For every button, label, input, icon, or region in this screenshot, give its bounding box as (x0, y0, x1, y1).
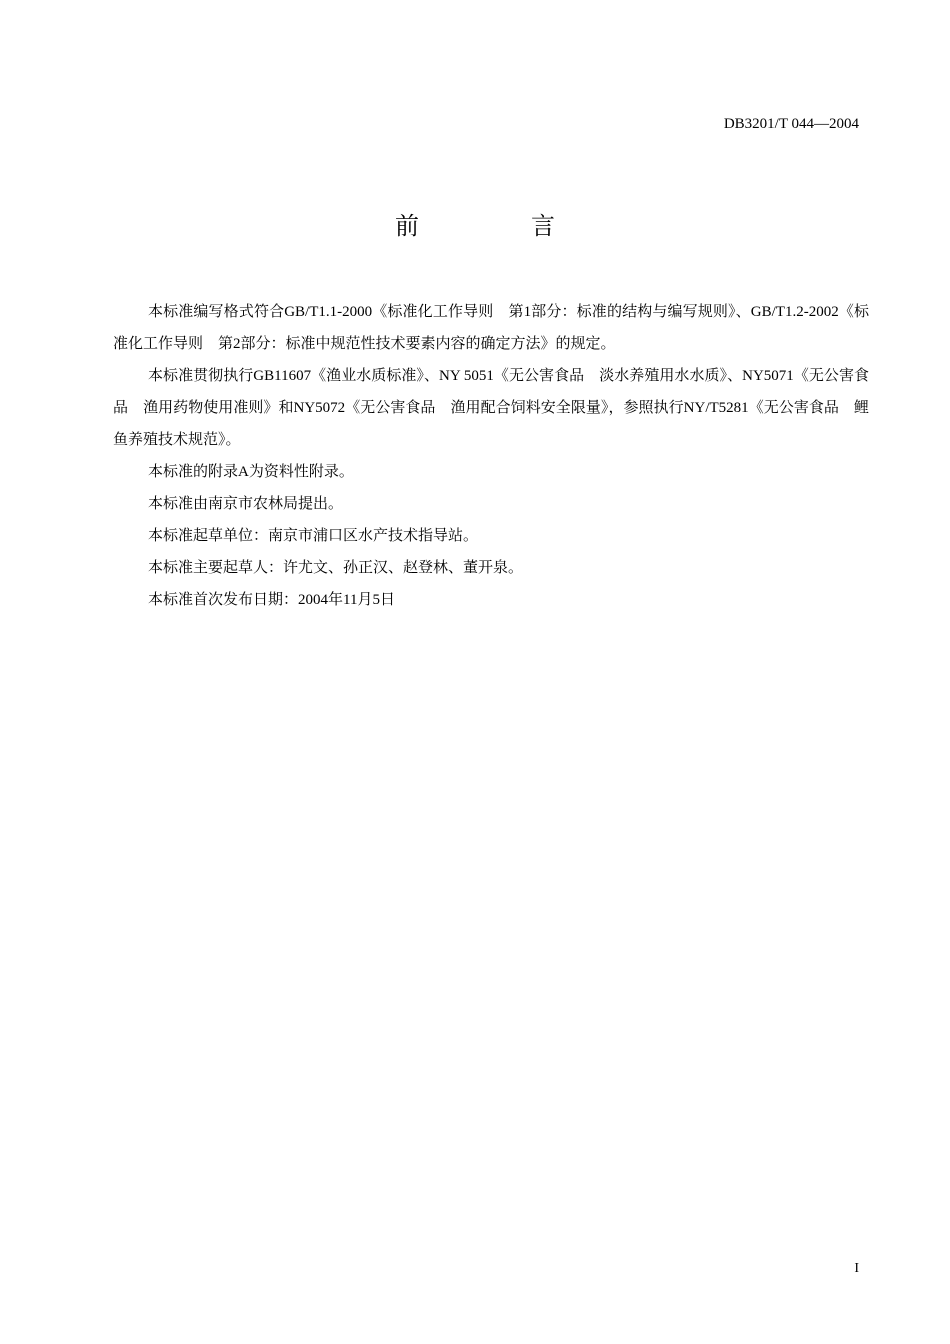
paragraph-referenced-standards: 本标准贯彻执行GB11607《渔业水质标准》、NY 5051《无公害食品 淡水养殖用水水质》、NY5071《无公害食品 渔用药物使用准则》和NY5072《无公害食品 渔用配合饲料安全限量》，参照执行NY/T5281《无公害食品 鲤鱼养殖技术规范》。 (113, 368, 869, 448)
page-number: I (854, 1261, 859, 1276)
paragraph-appendix: 本标准的附录A为资料性附录。 (148, 464, 354, 480)
paragraph-drafting-unit: 本标准起草单位：南京市浦口区水产技术指导站。 (148, 528, 479, 544)
paragraph-format-standard: 本标准编写格式符合GB/T1.1-2000《标准化工作导则 第1部分：标准的结构与编写规则》、GB/T1.2-2002《标准化工作导则 第2部分：标准中规范性技术要素内容的确定方法》的规定。 (113, 304, 869, 352)
foreword-body (113, 296, 869, 616)
paragraph-drafters: 本标准主要起草人：许尤文、孙正汉、赵登林、董开泉。 (148, 560, 524, 576)
paragraph-release-date: 本标准首次发布日期：2004年11月5日 (148, 592, 395, 608)
document-code: DB3201/T 044—2004 (723, 116, 859, 132)
page-title: 前 言 (395, 212, 599, 240)
paragraph-proposer: 本标准由南京市农林局提出。 (148, 496, 344, 512)
